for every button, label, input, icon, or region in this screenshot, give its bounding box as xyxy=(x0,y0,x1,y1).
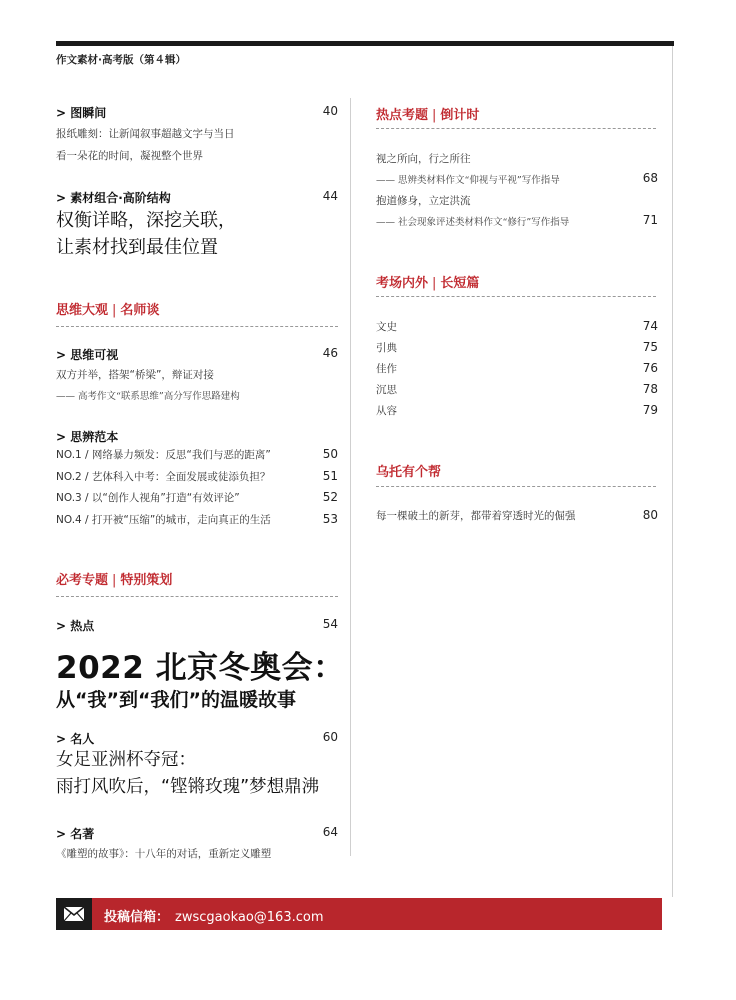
dashed-divider xyxy=(376,486,656,487)
page-number: 53 xyxy=(322,512,338,526)
submission-email xyxy=(104,906,324,925)
section-head-tu-shun-jian: > 图瞬间 xyxy=(56,106,107,120)
column-title-part: 必考专题 xyxy=(56,573,109,588)
column-title-redian-kaoti: 热点考题 | 倒计时 xyxy=(376,108,480,123)
page-number: 80 xyxy=(642,508,658,522)
entry-line: 视之所向，行之所往 xyxy=(376,153,471,165)
section-head-mingzhu: > 名著 xyxy=(56,827,95,841)
column-title-part: 思维大观 xyxy=(56,303,109,318)
entry-line: 看一朵花的时间，凝视整个世界 xyxy=(56,150,203,162)
section-head-redian: > 热点 xyxy=(56,619,95,633)
list-item: NO.1 / 网络暴力频发：反思“我们与恶的距离” xyxy=(56,449,271,461)
dashed-divider xyxy=(56,596,338,597)
entry-line: 抱道修身，立定洪流 xyxy=(376,195,471,207)
entry-title-large: 权衡详略，深挖关联， xyxy=(56,210,236,231)
column-title-kaochang: 考场内外 | 长短篇 xyxy=(376,276,480,291)
list-item: 沉思 xyxy=(376,384,397,396)
right-page-rule xyxy=(672,46,673,897)
entry-title-large: 女足亚洲杯夺冠： xyxy=(56,750,196,770)
list-item: 从容 xyxy=(376,405,397,417)
page-number: 68 xyxy=(642,171,658,185)
list-item: NO.3 / 以“创作人视角”打造“有效评论” xyxy=(56,492,240,504)
entry-title-large: 让素材找到最佳位置 xyxy=(56,237,218,258)
email-address[interactable]: zwscgaokao@163.com xyxy=(175,910,324,925)
page-number: 40 xyxy=(322,104,338,118)
entry-line: 双方并举，搭架“桥梁”，辩证对接 xyxy=(56,369,214,381)
column-title-part: 名师谈 xyxy=(120,303,160,318)
page-number: 52 xyxy=(322,490,338,504)
column-title-part: 热点考题 xyxy=(376,108,429,123)
list-item: NO.4 / 打开被“压缩”的城市，走向真正的生活 xyxy=(56,514,271,526)
list-item: NO.2 / 艺体科入中考：全面发展或徒添负担？ xyxy=(56,471,271,483)
page-number: 79 xyxy=(642,403,658,417)
page-number: 71 xyxy=(642,213,658,227)
envelope-icon xyxy=(56,898,92,930)
column-title-part: 考场内外 xyxy=(376,276,429,291)
column-title-bikao: 必考专题 | 特别策划 xyxy=(56,573,173,588)
page-number: 46 xyxy=(322,346,338,360)
section-head-mingren: > 名人 xyxy=(56,732,95,746)
series-title: 作文素材·高考版（第４辑） xyxy=(56,54,186,66)
column-title-part: 倒计时 xyxy=(440,108,480,123)
entry-line: 《雕塑的故事》：十八年的对话，重新定义雕塑 xyxy=(56,848,272,860)
page-number: 60 xyxy=(322,730,338,744)
column-title-siwei: 思维大观 | 名师谈 xyxy=(56,303,160,318)
page-number: 78 xyxy=(642,382,658,396)
feature-headline: 2022 北京冬奥会： xyxy=(56,650,345,686)
submission-label: 投稿信箱： xyxy=(104,910,170,925)
column-title-part: 长短篇 xyxy=(440,276,480,291)
section-head-material: > 素材组合·高阶结构 xyxy=(56,191,171,205)
entry-subline: —— 社会现象评述类材料作文“修行”写作指导 xyxy=(376,217,570,228)
page-number: 75 xyxy=(642,340,658,354)
page-number: 50 xyxy=(322,447,338,461)
dashed-divider xyxy=(376,296,656,297)
entry-subline: —— 高考作文“联系思维”高分写作思路建构 xyxy=(56,391,240,402)
list-item: 每一棵破土的新芽，都带着穿透时光的倔强 xyxy=(376,510,576,522)
page-number: 76 xyxy=(642,361,658,375)
entry-line: 报纸雕刻：让新闻叙事超越文字与当日 xyxy=(56,128,235,140)
dashed-divider xyxy=(56,326,338,327)
section-head-siwei-keshi: > 思维可视 xyxy=(56,348,119,362)
column-title-part: 特别策划 xyxy=(120,573,173,588)
top-rule xyxy=(56,41,674,46)
column-divider xyxy=(350,98,351,856)
column-title-wutuo: 乌托有个帮 xyxy=(376,465,442,480)
page-number: 44 xyxy=(322,189,338,203)
list-item: 文史 xyxy=(376,321,397,333)
page-number: 64 xyxy=(322,825,338,839)
page-number: 51 xyxy=(322,469,338,483)
list-item: 引典 xyxy=(376,342,397,354)
submission-footer xyxy=(56,898,662,930)
section-head-sibian-fanben: > 思辨范本 xyxy=(56,430,119,444)
entry-title-large: 雨打风吹后，“铿锵玫瑰”梦想鼎沸 xyxy=(56,777,320,797)
list-item: 佳作 xyxy=(376,363,397,375)
feature-subheadline: 从“我”到“我们”的温暖故事 xyxy=(56,689,296,711)
page-number: 54 xyxy=(322,617,338,631)
page-number: 74 xyxy=(642,319,658,333)
dashed-divider xyxy=(376,128,656,129)
entry-subline: —— 思辨类材料作文“仰视与平视”写作指导 xyxy=(376,175,560,186)
